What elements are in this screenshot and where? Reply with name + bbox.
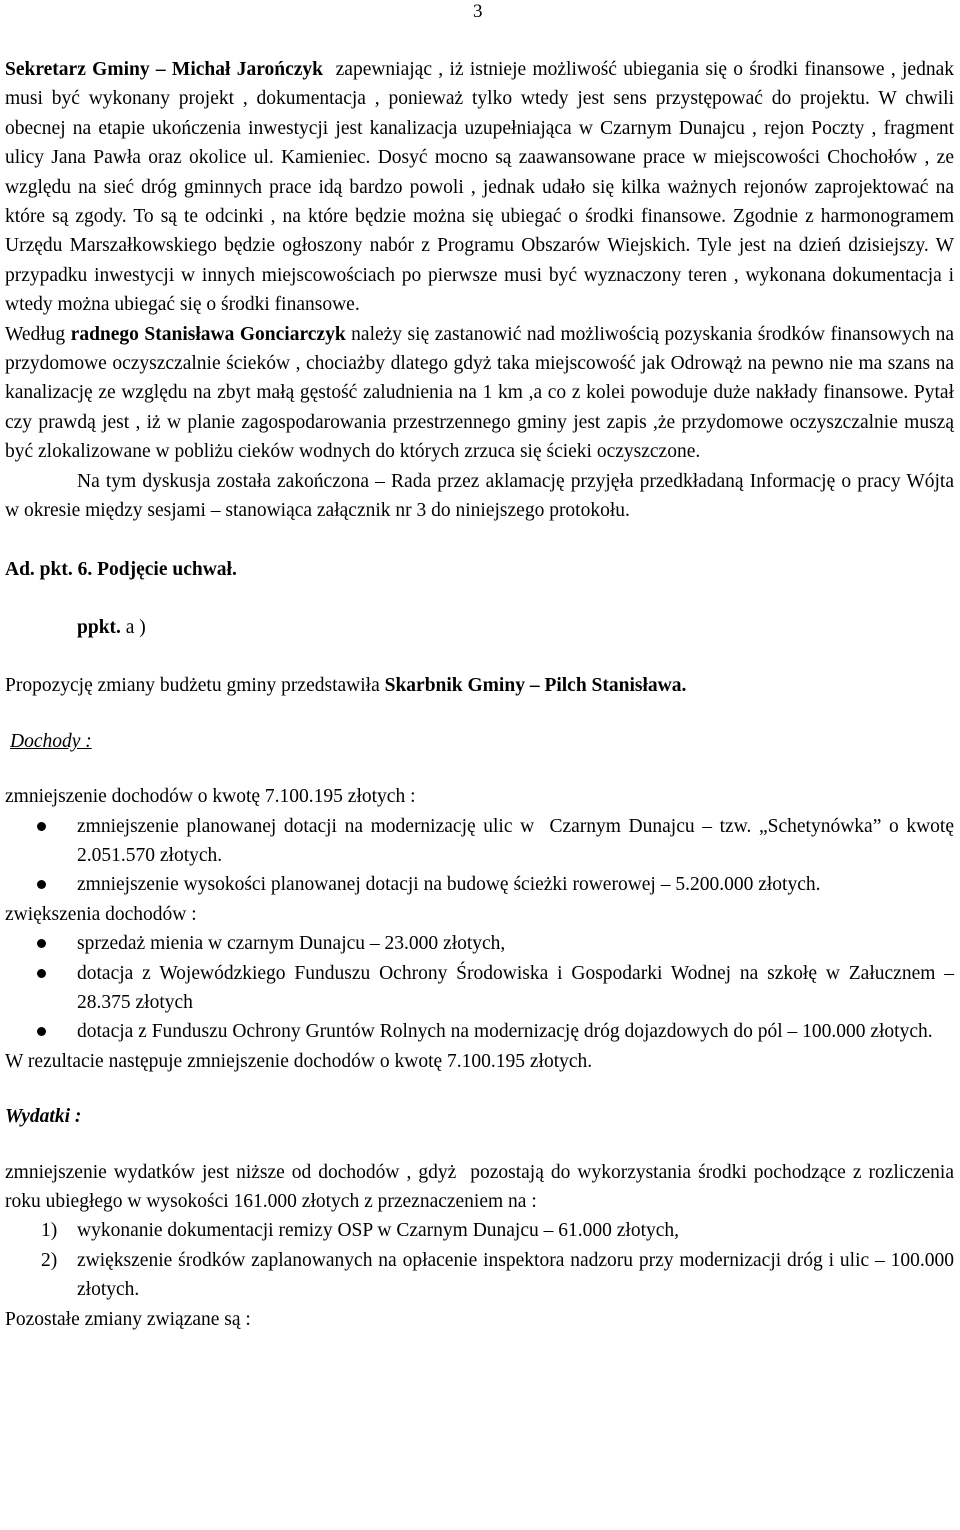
bullet-icon xyxy=(37,822,46,831)
income-reduction-list xyxy=(5,812,959,900)
list-item xyxy=(5,812,959,871)
budget-proposal xyxy=(5,671,954,700)
bullet-icon xyxy=(37,1027,46,1036)
agenda-point-heading: Ad. pkt. 6. Podjęcie uchwał. xyxy=(5,558,237,580)
bullet-icon xyxy=(37,969,46,978)
list-item-text: zwiększenie środków zaplanowanych na opłacenie inspektora nadzoru przy modernizacji dróg i ulic – 100.000 złotych. xyxy=(77,1249,954,1301)
income-heading xyxy=(5,727,954,756)
income-increase-list xyxy=(5,929,954,1047)
subpoint-suffix: a ) xyxy=(120,616,146,638)
expenses-heading xyxy=(5,1102,954,1131)
list-item-text: dotacja z Funduszu Ochrony Gruntów Rolnych na modernizację dróg dojazdowych do pól – 100.000 złotych. xyxy=(77,1021,933,1043)
list-item xyxy=(5,929,954,958)
paragraph-secretary xyxy=(5,55,959,320)
bullet-icon xyxy=(37,939,46,948)
list-item-text: dotacja z Wojewódzkiego Funduszu Ochrony Środowiska i Gospodarki Wodnej na szkołę w Załucznem – 28.375 złotych xyxy=(77,962,954,1013)
income-increase-intro: zwiększenia dochodów : xyxy=(5,903,197,925)
treasurer-name: Skarbnik Gminy – Pilch Stanisława. xyxy=(384,675,687,697)
remaining-changes: Pozostałe zmiany związane są : xyxy=(5,1308,251,1330)
list-item-number: 1) xyxy=(41,1220,58,1242)
list-item xyxy=(5,1017,954,1046)
income-reduction-intro: zmniejszenie dochodów o kwotę 7.100.195 złotych : xyxy=(5,786,416,808)
paragraph-discussion-end: Na tym dyskusja została zakończona – Rada przez aklamację przyjęła przedkładaną Informację o pracy Wójta w okresie między sesjami – stanowiąca załącznik nr 3 do niniejszego protokołu. xyxy=(5,470,954,522)
list-item-text: sprzedaż mienia w czarnym Dunajcu – 23.000 złotych, xyxy=(77,933,506,955)
expenses-text: zmniejszenie wydatków jest niższe od dochodów , gdyż pozostają do wykorzystania środki pochodzące z rozliczenia roku ubiegłego w wysokości 161.000 złotych z przeznaczeniem na : xyxy=(5,1161,959,1212)
document-body xyxy=(5,55,959,1334)
expenses-list xyxy=(5,1216,954,1304)
paragraph-councillor xyxy=(5,320,954,467)
speaker-secretary: Sekretarz Gminy – Michał Jarończyk xyxy=(5,59,324,80)
list-item xyxy=(5,1246,954,1305)
speaker-councillor: radnego Stanisława Gonciarczyk xyxy=(70,323,346,345)
income-result: W rezultacie następuje zmniejszenie dochodów o kwotę 7.100.195 złotych. xyxy=(5,1050,593,1072)
budget-proposal-text: Propozycję zmiany budżetu gminy przedstawiła xyxy=(5,675,385,697)
paragraph-councillor-prefix: Według xyxy=(5,323,71,345)
list-item-text: zmniejszenie wysokości planowanej dotacji na budowę ścieżki rowerowej – 5.200.000 złotych. xyxy=(77,874,821,896)
list-item xyxy=(5,870,954,899)
expenses-heading-label: Wydatki : xyxy=(5,1106,82,1128)
paragraph-councillor-text: należy się zastanowić nad możliwością pozyskania środków finansowych na przydomowe oczyszczalnie ścieków , chociażby dlatego gdyż taka miejscowość jak Odrowąż na pewno nie ma szans na kanalizację ze względu na zbyt małą gęstość zaludnienia na 1 km ,a co z kolei powoduje duże nakłady finansowe. Pytał czy prawdą jest , iż w planie zagospodarowania przestrzennego gminy jest zapis ,że przydomowe oczyszczalnie muszą być zlokalizowane w pobliżu cieków wodnych do których zrzuca się ścieki oczyszczone. xyxy=(5,323,954,463)
page-number: 3 xyxy=(473,1,483,22)
subpoint-heading xyxy=(77,613,954,642)
list-item xyxy=(5,1216,954,1245)
list-item-number: 2) xyxy=(41,1249,58,1271)
subpoint-label: ppkt. xyxy=(77,616,121,638)
list-item-text: zmniejszenie planowanej dotacji na modernizację ulic w Czarnym Dunajcu – tzw. „Schetynówka” o kwotę 2.051.570 złotych. xyxy=(77,815,959,866)
income-heading-label: Dochody : xyxy=(10,730,92,752)
bullet-icon xyxy=(37,880,46,889)
list-item xyxy=(5,959,954,1018)
paragraph-secretary-text: zapewniając , iż istnieje możliwość ubiegania się o środki finansowe , jednak musi być wykonany projekt , dokumentacja , ponieważ tylko wtedy jest sens przystępować do projektu. W chwili obecnej na etapie ukończenia inwestycji jest kanalizacja uzupełniająca w Czarnym Dunajcu , rejon Poczty , fragment ulicy Jana Pawła oraz okolice ul. Kamieniec. Dosyć mocno są zaawansowane prace w miejscowości Chochołów , ze względu na sieć dróg gminnych prace idą bardzo powoli , jednak udało się kilka ważnych rejonów zaprojektować na które są zgody. To są te odcinki , na które będzie można się ubiegać o środki finansowe. Zgodnie z harmonogramem Urzędu Marszałkowskiego będzie ogłoszony nabór z Programu Obszarów Wiejskich. Tyle jest na dzień dzisiejszy. W przypadku inwestycji w innych miejscowościach po pierwsze musi być wyznaczony teren , wykonana dokumentacja i wtedy można ubiegać się o środki finansowe. xyxy=(5,59,959,316)
list-item-text: wykonanie dokumentacji remizy OSP w Czarnym Dunajcu – 61.000 złotych, xyxy=(77,1220,680,1242)
